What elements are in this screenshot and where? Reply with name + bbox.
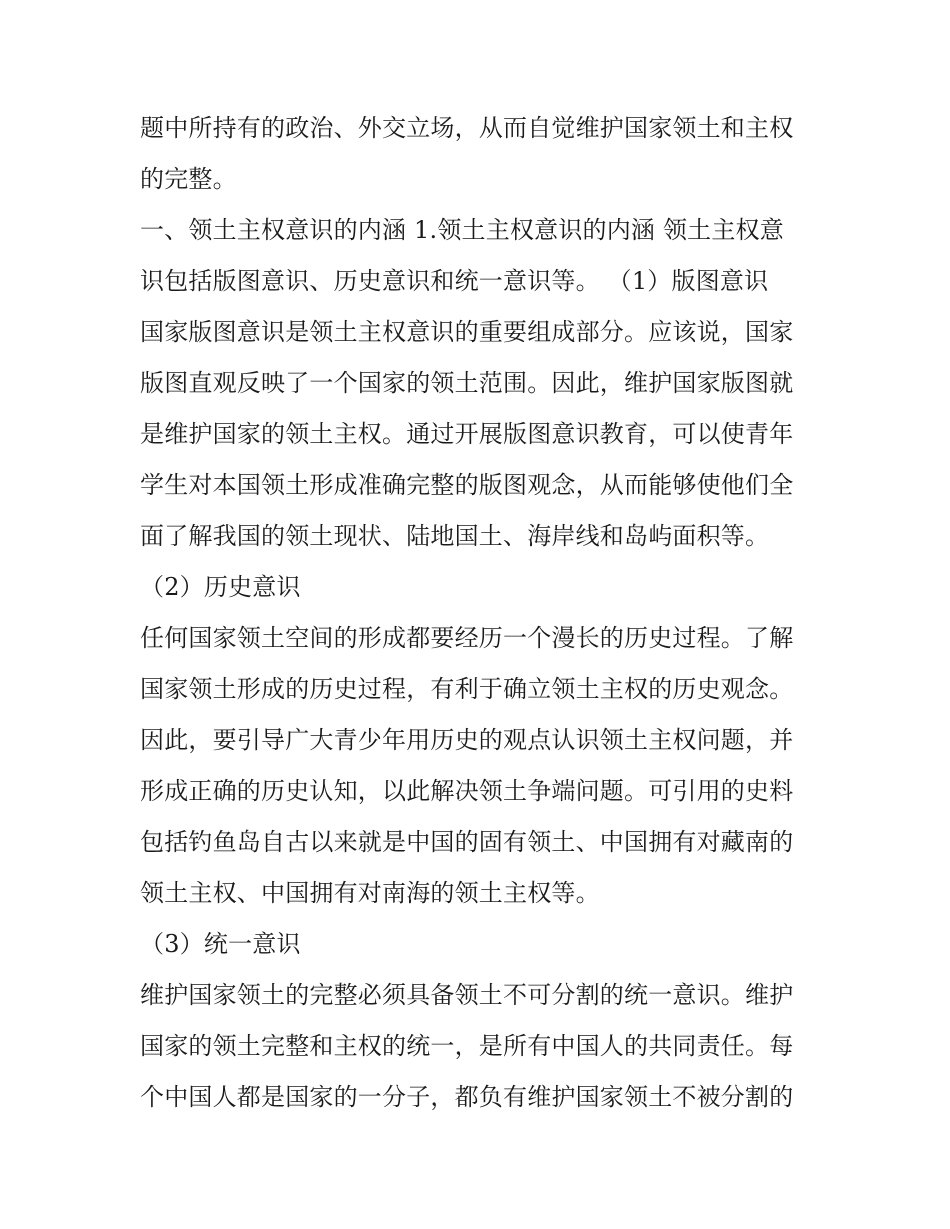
text-line: 识包括版图意识、历史意识和统一意识等。 （1）版图意识 [140,267,769,295]
text-line: 形成正确的历史认知，以此解决领土争端问题。可引用的史料 [140,777,794,805]
text-line: 国家的领土完整和主权的统一，是所有中国人的共同责任。每 [140,1032,794,1060]
text-line: 的完整。 [140,165,237,193]
text-line: 维护国家领土的完整必须具备领土不可分割的统一意识。维护 [140,981,794,1009]
subheading-history: （2）历史意识 [140,573,301,601]
text-line: 学生对本国领土形成准确完整的版图观念，从而能够使他们全 [140,471,794,499]
text-line: 题中所持有的政治、外交立场，从而自觉维护国家领土和主权 [140,114,794,142]
text-line: 国家版图意识是领土主权意识的重要组成部分。应该说，国家 [140,318,794,346]
text-line: 个中国人都是国家的一分子，都负有维护国家领土不被分割的 [140,1083,794,1111]
text-line: 包括钓鱼岛自古以来就是中国的固有领土、中国拥有对藏南的 [140,828,794,856]
text-line: 国家领土形成的历史过程，有利于确立领土主权的历史观念。 [140,675,794,703]
body-text [140,103,820,1123]
text-line: 领土主权、中国拥有对南海的领土主权等。 [140,879,600,907]
text-line: 版图直观反映了一个国家的领土范围。因此，维护国家版图就 [140,369,794,397]
text-line: 因此，要引导广大青少年用历史的观点认识领土主权问题，并 [140,726,794,754]
section-heading-line: 一、领土主权意识的内涵 1.领土主权意识的内涵 领土主权意 [140,216,784,244]
text-line: 面了解我国的领土现状、陆地国土、海岸线和岛屿面积等。 [140,522,770,550]
subheading-unity: （3）统一意识 [140,930,301,958]
text-line: 任何国家领土空间的形成都要经历一个漫长的历史过程。了解 [140,624,794,652]
text-line: 是维护国家的领土主权。通过开展版图意识教育，可以使青年 [140,420,794,448]
